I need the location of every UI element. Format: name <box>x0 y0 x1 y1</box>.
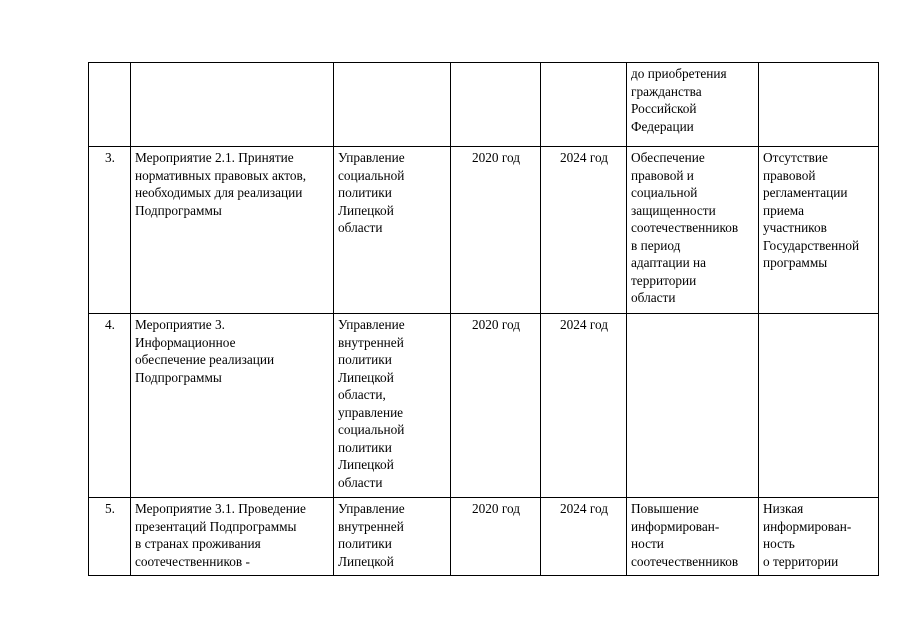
table-row <box>89 498 879 576</box>
expected-result <box>627 63 759 147</box>
cell-line: Управление <box>338 317 405 332</box>
cell-line: информирован- <box>763 518 852 534</box>
cell-line: Повышение <box>631 501 699 516</box>
cell-line: нормативных правовых актов, <box>135 167 307 183</box>
expected-result <box>627 147 759 314</box>
cell-line: участников <box>763 220 827 235</box>
cell-line: Управление <box>338 501 405 516</box>
start-year: 2020 год <box>451 498 541 576</box>
risk <box>759 147 879 314</box>
cell-line: Отсутствие <box>763 150 828 165</box>
cell-line: Липецкой <box>338 457 394 472</box>
cell-line: защищенности <box>631 202 716 218</box>
expected-result <box>627 314 759 498</box>
cell-line: Низкая <box>763 501 804 516</box>
end-year: 2024 год <box>541 314 627 498</box>
cell-line: территории <box>631 272 697 288</box>
cell-line: соотечественников - <box>135 553 250 569</box>
row-number: 3. <box>89 147 131 314</box>
cell-line: политики <box>338 536 392 551</box>
cell-line: политики <box>338 439 392 455</box>
measure-name <box>131 498 334 576</box>
risk <box>759 498 879 576</box>
cell-line: Государственной <box>763 237 860 253</box>
measure-name <box>131 63 334 147</box>
cell-line: необходимых для реализации <box>135 185 303 200</box>
cell-line: правовой и <box>631 167 694 183</box>
cell-line: Мероприятие 3.1. Проведение <box>135 501 306 516</box>
cell-line: Федерации <box>631 118 694 134</box>
cell-line: социальной <box>631 185 698 200</box>
cell-line: области, <box>338 387 386 402</box>
cell-line: ности <box>631 536 664 551</box>
row-number <box>89 63 131 147</box>
cell-line: обеспечение реализации <box>135 352 275 367</box>
cell-line: до приобретения <box>631 66 727 81</box>
measure-name <box>131 147 334 314</box>
end-year: 2024 год <box>541 147 627 314</box>
expected-result <box>627 498 759 576</box>
executor <box>334 314 451 498</box>
executor <box>334 63 451 147</box>
cell-line: программы <box>763 255 828 270</box>
cell-line: информирован- <box>631 518 720 534</box>
cell-line: Информационное <box>135 334 236 350</box>
cell-line: управление <box>338 404 404 420</box>
cell-line: адаптации на <box>631 255 707 270</box>
cell-line: области <box>338 474 383 490</box>
cell-line: политики <box>338 185 392 200</box>
cell-line: внутренней <box>338 518 404 534</box>
row-number: 5. <box>89 498 131 576</box>
cell-line: политики <box>338 352 392 367</box>
measure-name <box>131 314 334 498</box>
cell-line: ность <box>763 536 795 551</box>
cell-line: Липецкой <box>338 553 394 569</box>
cell-line: внутренней <box>338 334 404 350</box>
row-number: 4. <box>89 314 131 498</box>
cell-line: приема <box>763 202 805 218</box>
end-year <box>541 63 627 147</box>
cell-line: о территории <box>763 553 839 569</box>
cell-line: социальной <box>338 422 405 437</box>
cell-line: Липецкой <box>338 369 394 385</box>
cell-line: социальной <box>338 167 405 183</box>
start-year: 2020 год <box>451 147 541 314</box>
table-row <box>89 147 879 314</box>
executor <box>334 147 451 314</box>
table-row <box>89 63 879 147</box>
cell-line: Подпрограммы <box>135 202 222 218</box>
cell-line: Российской <box>631 101 697 116</box>
risk <box>759 63 879 147</box>
cell-line: соотечественников <box>631 553 739 569</box>
cell-line: гражданства <box>631 83 702 99</box>
cell-line: соотечественников <box>631 220 739 235</box>
cell-line: области <box>631 290 676 305</box>
end-year: 2024 год <box>541 498 627 576</box>
cell-line: презентаций Подпрограммы <box>135 518 297 534</box>
cell-line: Управление <box>338 150 405 165</box>
table-row <box>89 314 879 498</box>
cell-line: Липецкой <box>338 202 394 218</box>
cell-line: Подпрограммы <box>135 369 222 385</box>
cell-line: регламентации <box>763 185 848 200</box>
cell-line: правовой <box>763 167 816 183</box>
measures-table <box>88 62 879 576</box>
cell-line: Мероприятие 3. <box>135 317 225 332</box>
cell-line: Мероприятие 2.1. Принятие <box>135 150 294 165</box>
cell-line: в странах проживания <box>135 536 261 551</box>
cell-line: в период <box>631 237 681 253</box>
start-year <box>451 63 541 147</box>
cell-line: области <box>338 220 383 235</box>
start-year: 2020 год <box>451 314 541 498</box>
cell-line: Обеспечение <box>631 150 705 165</box>
executor <box>334 498 451 576</box>
risk <box>759 314 879 498</box>
